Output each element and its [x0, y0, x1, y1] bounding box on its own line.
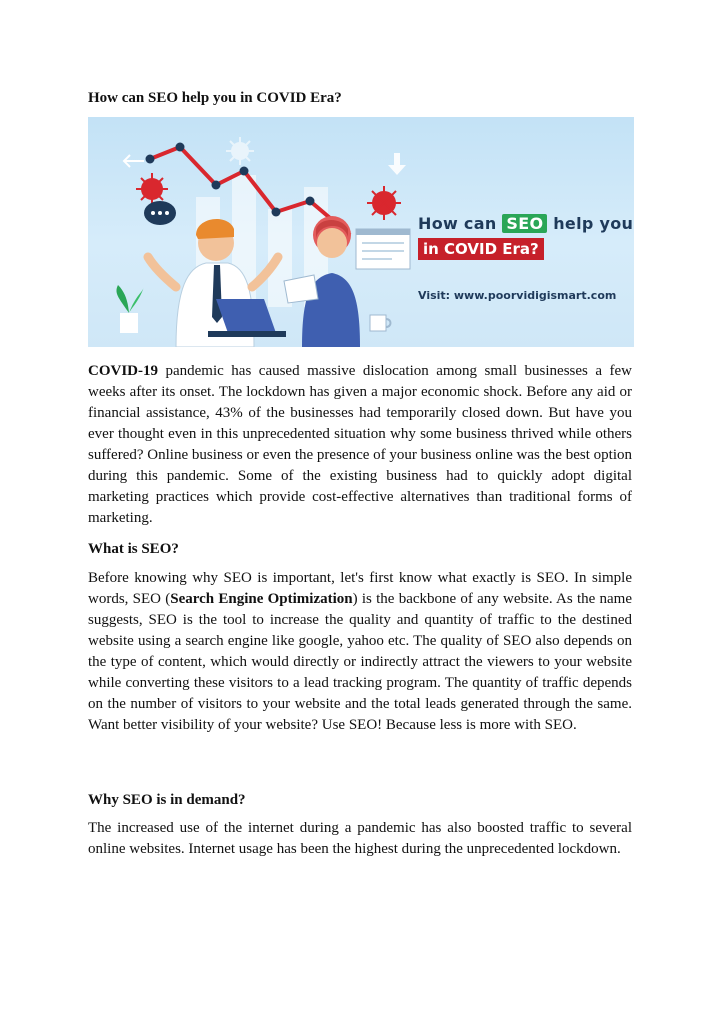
- section-heading-why-seo: Why SEO is in demand?: [88, 792, 246, 808]
- banner-headline: [418, 214, 633, 233]
- page-title: How can SEO help you in COVID Era?: [88, 90, 342, 106]
- section-why-seo-paragraph: The increased use of the internet during a pandemic has also boosted traffic to several online websites. Internet usage has been the highest during the unprecedented lockdown.: [88, 820, 632, 857]
- intro-text: pandemic has caused massive dislocation among small businesses a few weeks after its onset. The lockdown has given a major economic shock. Before any aid or financial assistance, 43% of the businesses had temporarily closed down. But have you ever thought even in this unprecedented situation why some business thrived while others suffered? Online business or even the presence of your business online was the best option during this pandemic. Some of the existing business had to quickly adopt digital marketing practices which provide cost-effective alternatives than traditional forms of marketing.: [88, 363, 632, 526]
- speech-bubble-icon: [144, 201, 176, 225]
- browser-window-graphic: [356, 229, 410, 269]
- arrow-left-icon: [124, 155, 144, 167]
- intro-paragraph: [88, 361, 632, 529]
- section1-text-a: Before knowing why SEO is important, let's first know what exactly is SEO. In simple words, SEO (: [88, 570, 632, 607]
- intro-bold: COVID-19: [88, 363, 158, 379]
- section-heading-what-is-seo: What is SEO?: [88, 541, 179, 557]
- virus-icon: [136, 173, 168, 205]
- section-what-is-seo-paragraph: [88, 568, 632, 736]
- section1-bold-term: Search Engine Optimization: [170, 591, 353, 607]
- virus-icon: [226, 137, 254, 165]
- arrow-down-icon: [388, 153, 406, 175]
- banner-headline-start: How can: [418, 214, 497, 233]
- banner-seo-badge: SEO: [502, 214, 547, 233]
- virus-icon: [367, 186, 401, 220]
- mug-icon: [370, 315, 391, 331]
- plant-icon: [116, 285, 144, 333]
- banner-headline-end: help you: [553, 214, 634, 233]
- woman-figure: [284, 216, 360, 347]
- banner-image: [88, 117, 634, 347]
- banner-subheadline: in COVID Era?: [418, 238, 544, 260]
- section1-text-b: ) is the backbone of any website. As the name suggests, SEO is the tool to increase the quality and quantity of traffic to the destined website using a search engine like google, yahoo etc. The quality of SEO also depends on the type of content, which would directly or indirectly attract the viewers to your website while converting these visitors to a lead tracking program. The quantity of traffic depends on the number of visitors to your website and the total leads generated through the same. Want better visibility of your website? Use SEO! Because less is more with SEO.: [88, 591, 633, 733]
- banner-website-link[interactable]: Visit: www.poorvidigismart.com: [418, 289, 617, 302]
